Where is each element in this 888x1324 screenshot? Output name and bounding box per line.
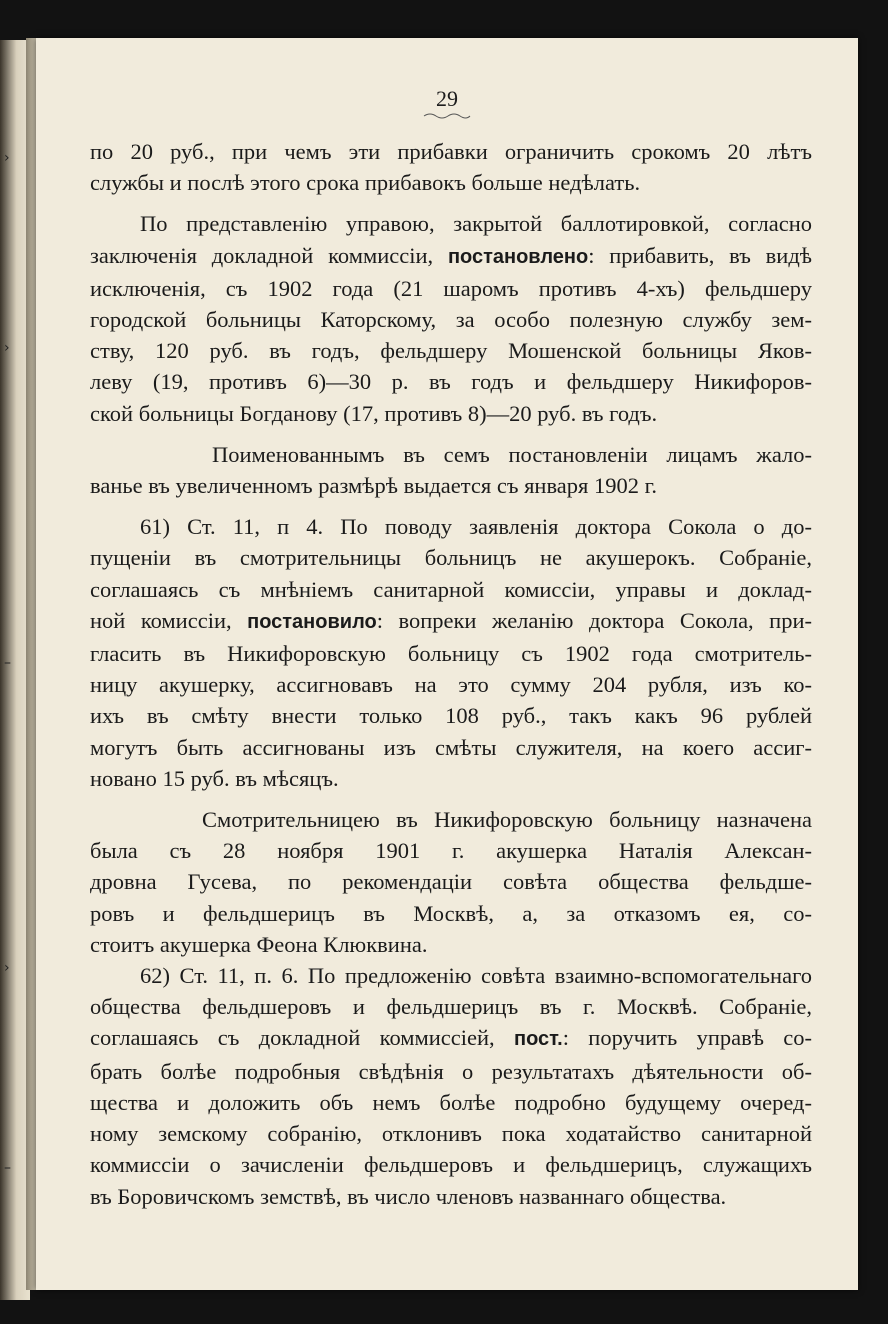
paragraph-continuation — [90, 136, 812, 198]
text-line: брать болѣе подробныя свѣдѣнія о результатахъ дѣятельности об- — [90, 1058, 812, 1084]
paragraph-gap — [90, 198, 812, 208]
text-line: новано 15 руб. въ мѣсяцъ. — [90, 765, 339, 791]
emphasized-term: постановило — [247, 610, 377, 633]
text-line: службы и послѣ этого срока прибавокъ больше недѣлать. — [90, 170, 641, 196]
text-line: Смотрительницею въ Никифоровскую больницу назначена — [202, 807, 812, 833]
text-line: могутъ быть ассигнованы изъ смѣты служителя, на коего ассиг- — [90, 734, 812, 760]
text-line: ной комиссіи, постановило: вопреки желанію доктора Сокола, при- — [90, 607, 812, 633]
text-line: гласить въ Никифоровскую больницу съ 1902 года смотритель- — [90, 641, 812, 667]
text-line: по 20 руб., при чемъ эти прибавки ограничить срокомъ 20 лѣтъ — [90, 139, 812, 164]
margin-tick: › — [4, 340, 10, 356]
paragraph-item-61 — [90, 511, 812, 794]
paragraph-resolution-1 — [90, 208, 812, 428]
text-line: ванье въ увеличенномъ размѣрѣ выдается съ января 1902 г. — [90, 473, 657, 499]
text-line: исключенія, съ 1902 года (21 шаромъ противъ 4-хъ) фельдшеру — [90, 275, 812, 301]
page-number-ornament — [422, 112, 472, 120]
body-text — [90, 136, 812, 1212]
paragraph-item-62 — [90, 960, 812, 1212]
text-line: пущеніи въ смотрительницы больницъ не акушерокъ. Собраніе, — [90, 545, 812, 571]
emphasized-term: пост. — [513, 1028, 563, 1051]
text-line: ному земскому собранію, отклонивъ пока ходатайство санитарной — [90, 1121, 812, 1147]
text-line: ровъ и фельдшерицъ въ Москвѣ, а, за отказомъ ея, со- — [90, 900, 812, 926]
text-line: леву (19, противъ 6)—30 р. въ годъ и фельдшеру Никифоров- — [90, 369, 812, 395]
text-line: коммиссіи о зачисленіи фельдшеровъ и фельдшерицъ, служащихъ — [90, 1152, 812, 1178]
paragraph-gap — [90, 429, 812, 439]
text-line: въ Боровичскомъ земствѣ, въ число членовъ названнаго общества. — [90, 1183, 727, 1209]
text-line: По представленію управою, закрытой баллотировкой, согласно — [140, 211, 812, 237]
text-line: соглашаясь съ мнѣніемъ санитарной комиссіи, управы и доклад- — [90, 576, 812, 602]
margin-tick: › — [4, 150, 10, 166]
text-line: 62) Ст. 11, п. 6. По предложенію совѣта взаимно-вспомогательнаго — [140, 963, 812, 989]
paragraph-note-1 — [90, 439, 812, 501]
text-line: соглашаясь съ докладной коммиссіей, пост.: поручить управѣ со- — [90, 1025, 812, 1051]
text-line: щества и доложить объ немъ болѣе подробно будущему очеред- — [90, 1089, 812, 1115]
text-line: городской больницы Каторскому, за особо полезную службу зем- — [90, 307, 812, 333]
text-line: была съ 28 ноября 1901 г. акушерка Наталія Алексан- — [90, 838, 812, 864]
paragraph-gap — [90, 501, 812, 511]
text-line: стоитъ акушерка Феона Клюквина. — [90, 931, 428, 957]
text-line: ской больницы Богданову (17, противъ 8)—20 руб. въ годъ. — [90, 400, 658, 426]
margin-tick: › — [4, 960, 10, 976]
paragraph-note-2 — [90, 804, 812, 960]
text-line: Поименованнымъ въ семъ постановленіи лицамъ жало- — [212, 441, 812, 467]
text-line: дровна Гусева, по рекомендаціи совѣта общества фельдше- — [90, 869, 812, 895]
paragraph-gap — [90, 794, 812, 804]
emphasized-term: постановлено — [447, 245, 589, 268]
text-line: ихъ въ смѣту внести только 108 руб., такъ какъ 96 рублей — [90, 703, 812, 729]
text-line: общества фельдшеровъ и фельдшерицъ въ г. Москвѣ. Собраніе, — [90, 994, 812, 1020]
text-line: ству, 120 руб. въ годъ, фельдшеру Мошенской больницы Яков- — [90, 338, 812, 364]
margin-tick: – — [4, 1160, 11, 1176]
text-line: 61) Ст. 11, п 4. По поводу заявленія доктора Сокола о до- — [140, 514, 812, 540]
margin-tick: – — [4, 655, 11, 671]
text-line: заключенія докладной коммиссіи, постановлено: прибавить, въ видѣ — [90, 242, 812, 268]
page-number: 29 — [436, 86, 458, 111]
book-page — [36, 38, 858, 1290]
text-line: ницу акушерку, ассигновавъ на это сумму 204 рубля, изъ ко- — [90, 672, 812, 698]
